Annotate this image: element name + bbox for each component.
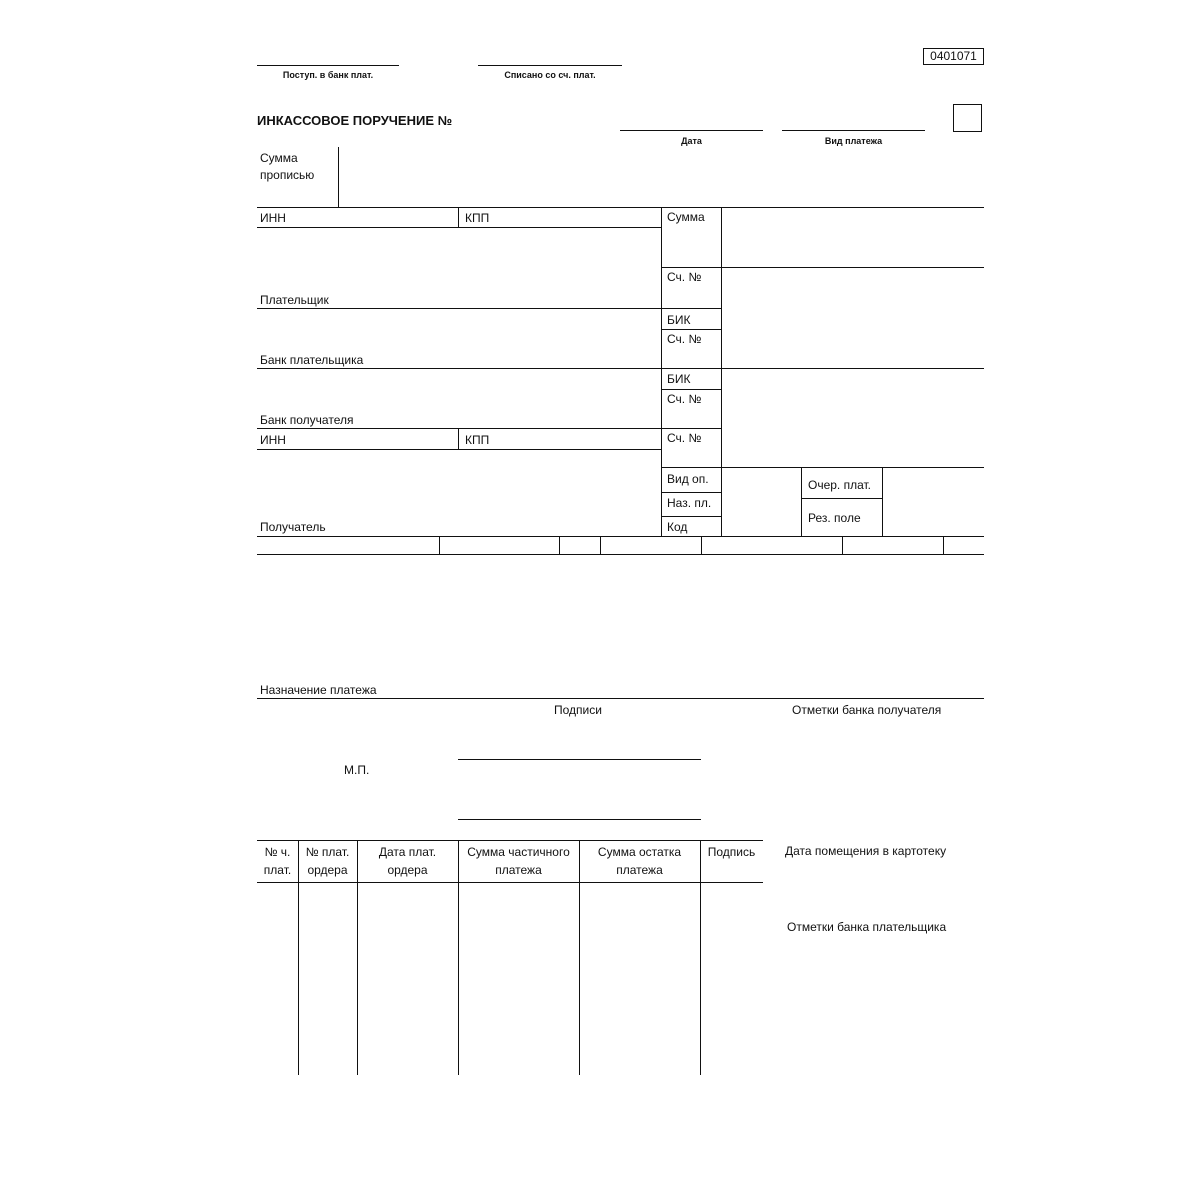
account-label: Сч. № xyxy=(667,392,702,406)
grid-line xyxy=(600,536,601,554)
grid-line xyxy=(661,467,984,468)
grid-line xyxy=(257,207,984,208)
debited-label: Списано со сч. плат. xyxy=(504,70,596,80)
signatures-label: Подписи xyxy=(554,703,602,717)
reserve-label: Рез. поле xyxy=(808,511,861,525)
table-header: Сумма частичного платежа xyxy=(467,845,570,877)
date-label: Дата xyxy=(681,136,702,146)
table-line xyxy=(257,840,763,841)
payer-label: Плательщик xyxy=(260,293,329,307)
grid-line xyxy=(842,536,843,554)
form-code: 0401071 xyxy=(923,48,984,65)
grid-line xyxy=(257,308,721,309)
signature-line-2[interactable] xyxy=(458,819,701,820)
payer-kpp-label: КПП xyxy=(465,211,490,225)
grid-line xyxy=(661,329,721,330)
table-line xyxy=(700,840,701,1075)
priority-label: Очер. плат. xyxy=(808,478,872,492)
recipient-bank-label: Банк получателя xyxy=(260,413,354,427)
grid-line xyxy=(721,207,722,536)
recipient-bank-marks: Отметки банка получателя xyxy=(792,703,942,717)
grid-line xyxy=(721,267,984,268)
page-title: ИНКАССОВОЕ ПОРУЧЕНИЕ № xyxy=(257,113,453,128)
grid-line xyxy=(661,516,721,517)
grid-line xyxy=(439,536,440,554)
grid-line xyxy=(458,207,459,227)
date-line[interactable] xyxy=(620,130,763,131)
grid-line xyxy=(882,467,883,536)
payer-bank-marks: Отметки банка плательщика xyxy=(787,920,947,934)
payment-type-line[interactable] xyxy=(782,130,925,131)
status-box[interactable] xyxy=(953,104,982,132)
signature-line-1[interactable] xyxy=(458,759,701,760)
bik-label: БИК xyxy=(667,313,691,327)
grid-line xyxy=(257,428,721,429)
grid-line xyxy=(257,536,984,537)
table-header: Сумма остатка платежа xyxy=(597,845,682,877)
grid-line xyxy=(701,536,702,554)
code-label: Код xyxy=(667,520,688,534)
grid-line xyxy=(801,498,882,499)
grid-line xyxy=(801,467,802,536)
amount-words-label: Сумма прописью xyxy=(260,151,315,182)
account-label: Сч. № xyxy=(667,270,702,284)
account-label: Сч. № xyxy=(667,431,702,445)
sum-label: Сумма xyxy=(667,210,705,224)
recipient-kpp-label: КПП xyxy=(465,433,490,447)
payer-inn-label: ИНН xyxy=(260,211,286,225)
purpose-code-label: Наз. пл. xyxy=(667,496,712,510)
grid-line xyxy=(661,492,721,493)
bik-label: БИК xyxy=(667,372,691,386)
payer-bank-label: Банк плательщика xyxy=(260,353,364,367)
grid-line xyxy=(458,428,459,449)
amount-words-divider xyxy=(338,147,339,208)
card-file-date-label: Дата помещения в картотеку xyxy=(785,844,947,858)
grid-line xyxy=(257,449,661,450)
grid-line xyxy=(943,536,944,554)
payment-type-label: Вид платежа xyxy=(824,136,883,146)
received-line xyxy=(257,65,399,66)
op-type-label: Вид оп. xyxy=(667,472,709,486)
grid-line xyxy=(661,207,662,536)
grid-line xyxy=(257,554,984,555)
table-header: № плат. ордера xyxy=(305,845,350,877)
grid-line xyxy=(559,536,560,554)
recipient-inn-label: ИНН xyxy=(260,433,286,447)
table-header: Подпись xyxy=(707,845,756,859)
grid-line xyxy=(257,368,984,369)
purpose-line xyxy=(257,698,984,699)
recipient-label: Получатель xyxy=(260,520,326,534)
debited-line xyxy=(478,65,622,66)
purpose-label: Назначение платежа xyxy=(260,683,377,697)
table-line xyxy=(257,882,763,883)
received-label: Поступ. в банк плат. xyxy=(282,70,374,80)
grid-line xyxy=(257,227,661,228)
grid-line xyxy=(661,267,721,268)
grid-line xyxy=(661,389,721,390)
table-header: Дата плат. ордера xyxy=(378,845,437,877)
account-label: Сч. № xyxy=(667,332,702,346)
table-header: № ч. плат. xyxy=(263,845,292,877)
stamp-label: М.П. xyxy=(344,763,370,777)
